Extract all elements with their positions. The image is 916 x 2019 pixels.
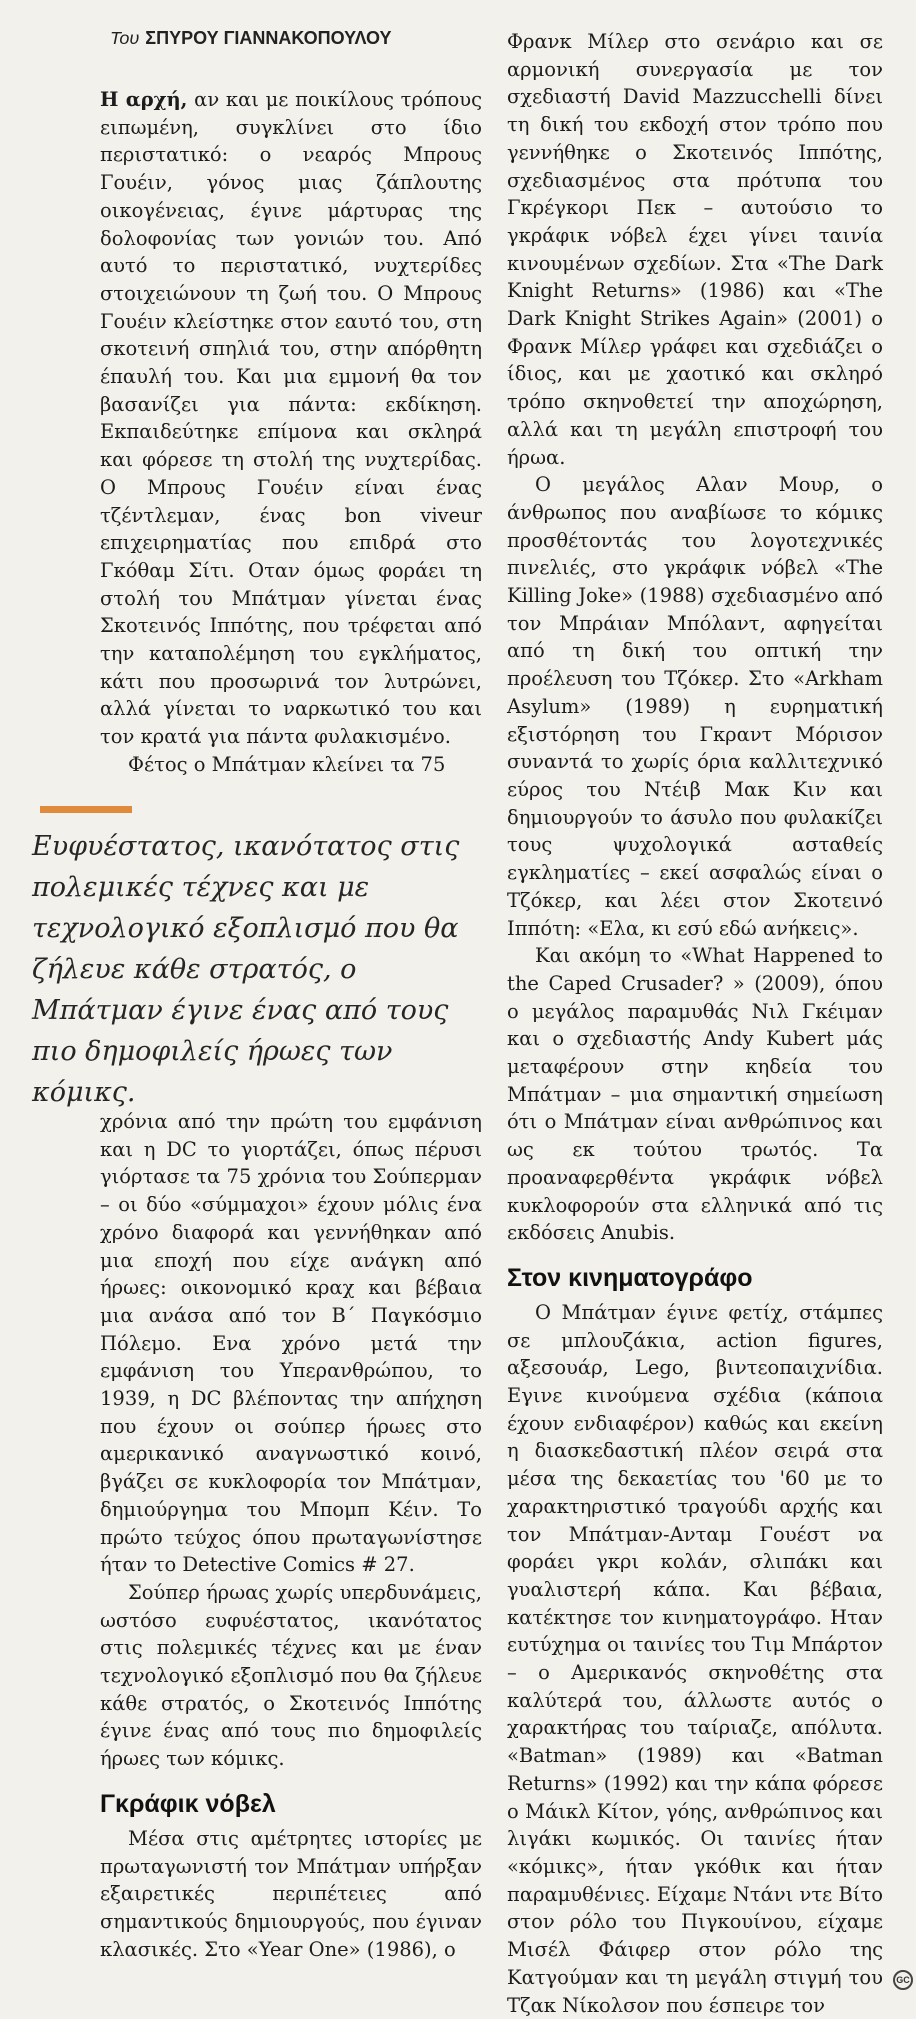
byline xyxy=(110,28,480,49)
article-paragraph: Ο μεγάλος Αλαν Μουρ, ο άνθρωπος που αναβίωσε το κόμικς προσθέτοντάς του λογοτεχνικές πινελιές, στο γκράφικ νόβελ «The Killing Joke» (1988) σχεδιασμένο από τον Μπράιαν Μπόλαντ, αφηγείται από τη δική του οπτική την προέλευση του Τζόκερ. Στο «Arkham Asylum» (1989) η ευρηματική εξιστόρηση του Γκραντ Μόρισον συναντά το χωρίς όρια καλλιτεχνικό εύρος του Ντέιβ Μακ Κιν και δημιουργούν το άσυλο που φυλακίζει τους ψυχολογικά ασταθείς εγκληματίες – εκεί ασφαλώς είναι ο Τζόκερ, και λέει στον Σκοτεινό Ιππότη: «Ελα, κι εσύ εδώ ανήκεις». xyxy=(507,473,883,940)
article-paragraph: Και ακόμη το «What Happened to the Caped Crusader? » (2009), όπου ο μεγάλος παραμυθάς Νιλ Γκέιμαν και ο σχεδιαστής Andy Kubert μάς μεταφέρουν στην κηδεία του Μπάτμαν – μια σημαντική σημείωση ότι ο Μπάτμαν είναι ανθρώπινος και ως εκ τούτου τρωτός. Τα προαναφερθέντα γκράφικ νόβελ κυκλοφορούν στα ελληνικά από τις εκδόσεις Anubis. xyxy=(507,944,883,1245)
lead-in: Η αρχή, xyxy=(100,88,188,111)
pullquote-accent-rule xyxy=(40,806,132,813)
article-paragraph: Φέτος ο Μπάτμαν κλείνει τα 75 xyxy=(128,752,446,776)
corner-stamp-icon: GC xyxy=(893,1970,913,1990)
article-paragraph: Σούπερ ήρωας χωρίς υπερδυνάμεις, ωστόσο ευφυέστατος, ικανότατος στις πολεμικές τέχνες και με έναν τεχνολογικό εξοπλισμό που θα ζήλευε κάθε στρατός, ο Σκοτεινός Ιππότης έγινε ένας από τους πιο δημοφιλείς ήρωες των κόμικς. xyxy=(100,1580,482,1771)
article-paragraph xyxy=(100,86,482,751)
article-column-left-bottom xyxy=(100,1108,482,1963)
article-paragraph: Φρανκ Μίλερ στο σενάριο και σε αρμονική συνεργασία με τον σχεδιαστή David Mazzucchelli δίνει τη δική του εκδοχή στον τρόπο που γεννήθηκε ο Σκοτεινός Ιππότης, σχεδιασμένος στα πρότυπα του Γκρέγκορι Πεκ – αυτούσιο το γκράφικ νόβελ έχει γίνει ταινία κινουμένων σχεδίων. Στα «The Dark Knight Returns» (1986) και «The Dark Knight Strikes Again» (2001) ο Φρανκ Μίλερ γράφει και σχεδιάζει ο ίδιος, και με χαοτικό και σκληρό τρόπο σκηνοθετεί την αποχώρηση, αλλά και τη μεγάλη επιστροφή του ήρωα. xyxy=(507,30,883,469)
article-paragraph: Μέσα στις αμέτρητες ιστορίες με πρωταγωνιστή τον Μπάτμαν υπήρξαν εξαιρετικές περιπέτειες από σημαντικούς δημιουργούς, που έγιναν κλασικές. Στο «Year One» (1986), ο xyxy=(100,1826,482,1961)
article-paragraph: Ο Μπάτμαν έγινε φετίχ, στάμπες σε μπλουζάκια, action figures, αξεσουάρ, Lego, βιντεοπαιχνίδια. Εγινε κινούμενα σχέδια (κάποια έχουν ενδιαφέρον) καθώς και εκείνη η διασκεδαστική πλέον σειρά στα μέσα της δεκαετίας του '60 με το χαρακτηριστικό τραγούδι αρχής και τον Μπάτμαν-Ανταμ Γουέστ να φοράει γκρι κολάν, σλιπάκι και γυαλιστερή κάπα. Και βέβαια, κατέκτησε τον κινηματογράφο. Ηταν ευτύχημα οι ταινίες του Τιμ Μπάρτον – ο Αμερικανός σκηνοθέτης στα καλύτερά του, άλλωστε αυτός ο χαρακτήρας του ταίριαζε, απόλυτα. «Batman» (1989) και «Batman Returns» (1992) και την κάπα φόρεσε ο Μάικλ Κίτον, γόης, ανθρώπινος και λιγάκι κωμικός. Οι ταινίες ήταν «κόμικς», ήταν γκόθικ και ήταν παραμυθένιες. Είχαμε Ντάνι ντε Βίτο στον ρόλο του Πιγκουίνου, είχαμε Μισέλ Φάιφερ στον ρόλο της Κατγούμαν και τη μεγάλη στιγμή του Τζακ Νίκολσον που έσπειρε τον xyxy=(507,1300,883,2017)
paragraph-text: αν και με ποικίλους τρόπους ειπωμένη, συγκλίνει στο ίδιο περιστατικό: ο νεαρός Μπρους Γουέιν, γόνος μιας ζάπλουτης οικογένειας, έγινε μάρτυρας της δολοφονίας των γονιών του. Από αυτό το περιστατικό, νυχτερίδες στοιχειώνουν τη ζωή του. Ο Μπρους Γουέιν κλείστηκε στον εαυτό του, στη σκοτεινή σπηλιά του, στην απόρθητη έπαυλή του. Και μια εμμονή θα τον βασανίζει για πάντα: εκδίκηση. Εκπαιδεύτηκε επίμονα και σκληρά και φόρεσε τη στολή της νυχτερίδας. Ο Μπρους Γουέιν είναι ένας τζέντλεμαν, ένας bon viveur επιχειρηματίας που επιδρά στο Γκόθαμ Σίτι. Οταν όμως φοράει τη στολή του Μπάτμαν γίνεται ένας Σκοτεινός Ιππότης, που τρέφεται από την καταπολέμηση του εγκλήματος, κάτι που προσωρινά τον λυτρώνει, αλλά γίνεται το ναρκωτικό του και τον κρατά για πάντα φυλακισμένο. xyxy=(100,88,482,749)
article-column-right xyxy=(507,28,883,2019)
article-column-left-top xyxy=(100,86,482,779)
section-subhead: Γκράφικ νόβελ xyxy=(100,1789,276,1818)
byline-author: ΣΠΥΡΟΥ ΓΙΑΝΝΑΚΟΠΟΥΛΟΥ xyxy=(145,28,392,48)
byline-prefix: Του xyxy=(110,28,140,48)
article-paragraph: χρόνια από την πρώτη του εμφάνιση και η DC το γιορτάζει, όπως πέρυσι γιόρτασε τα 75 χρόνια του Σούπερμαν – οι δύο «σύμμαχοι» έχουν μόλις ένα χρόνο διαφορά και γεννήθηκαν από μια εποχή που είχε ανάγκη από ήρωες: οικονομικό κραχ και βέβαια μια ανάσα από τον Β΄ Παγκόσμιο Πόλεμο. Ενα χρόνο μετά την εμφάνιση του Υπερανθρώπου, το 1939, η DC βλέποντας την απήχηση που έχουν οι σούπερ ήρωες στο αμερικανικό αναγνωστικό κοινό, βγάζει σε κυκλοφορία τον Μπάτμαν, δημιούργημα του Μπομπ Κέιν. Το πρώτο τεύχος όπου πρωταγωνίστησε ήταν το Detective Comics # 27. xyxy=(100,1110,482,1577)
section-subhead: Στον κινηματογράφο xyxy=(507,1263,753,1292)
pullquote: Ευφυέστατος, ικανότατος στις πολεμικές τέχνες και με τεχνολογικό εξοπλισμό που θα ζήλευε κάθε στρατός, ο Μπάτμαν έγινε ένας από τους πιο δημοφιλείς ήρωες των κόμικς. xyxy=(32,831,460,1108)
